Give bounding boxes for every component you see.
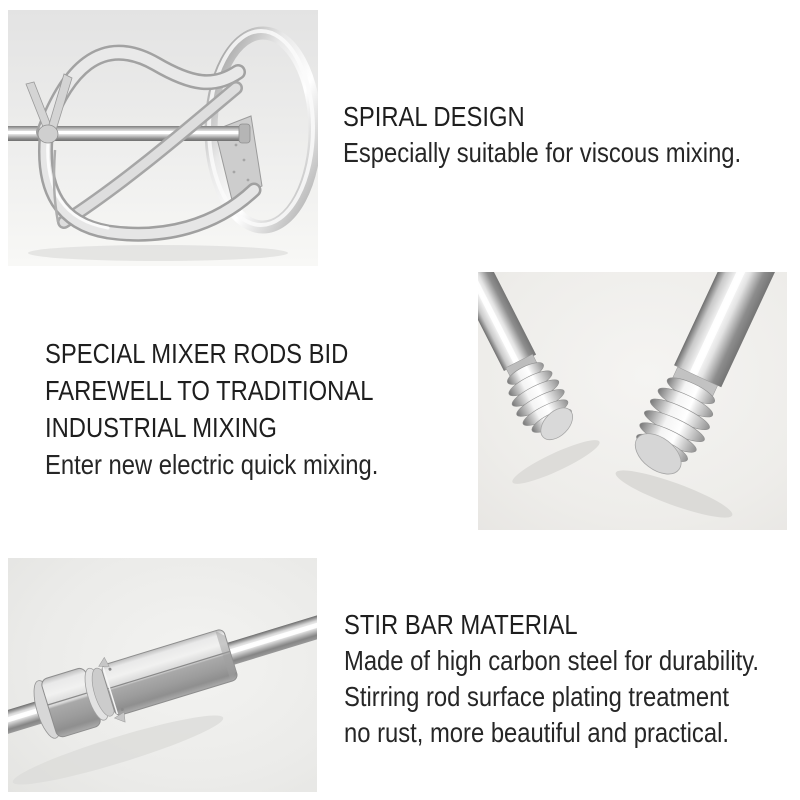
- threaded-rod-ends-illustration: [478, 272, 787, 530]
- special-rods-title-line-3: INDUSTRIAL MIXING: [45, 412, 277, 443]
- spiral-mixer-head-illustration: [8, 10, 318, 266]
- section-special-mixer-rods: [45, 335, 378, 483]
- threaded-rod-ends-photo: [478, 272, 787, 530]
- special-rods-title-line-1: SPECIAL MIXER RODS BID: [45, 338, 349, 369]
- hex-coupling-rod-illustration: [8, 558, 317, 792]
- stir-bar-body-line-1: Made of high carbon steel for durability.: [344, 645, 759, 676]
- special-rods-title-line-2: FAREWELL TO TRADITIONAL: [45, 375, 374, 406]
- stir-bar-body-line-3: no rust, more beautiful and practical.: [344, 717, 729, 748]
- section-stir-bar-material: [344, 607, 759, 751]
- spiral-mixer-head-photo: [8, 10, 318, 266]
- spiral-design-body: Especially suitable for viscous mixing.: [343, 137, 742, 168]
- hex-coupling-rod-photo: [8, 558, 317, 792]
- section-spiral-design: [343, 99, 741, 171]
- stir-bar-title: STIR BAR MATERIAL: [344, 609, 578, 640]
- spiral-design-title: SPIRAL DESIGN: [343, 101, 525, 132]
- special-rods-body: Enter new electric quick mixing.: [45, 449, 379, 480]
- stir-bar-body-line-2: Stirring rod surface plating treatment: [344, 681, 729, 712]
